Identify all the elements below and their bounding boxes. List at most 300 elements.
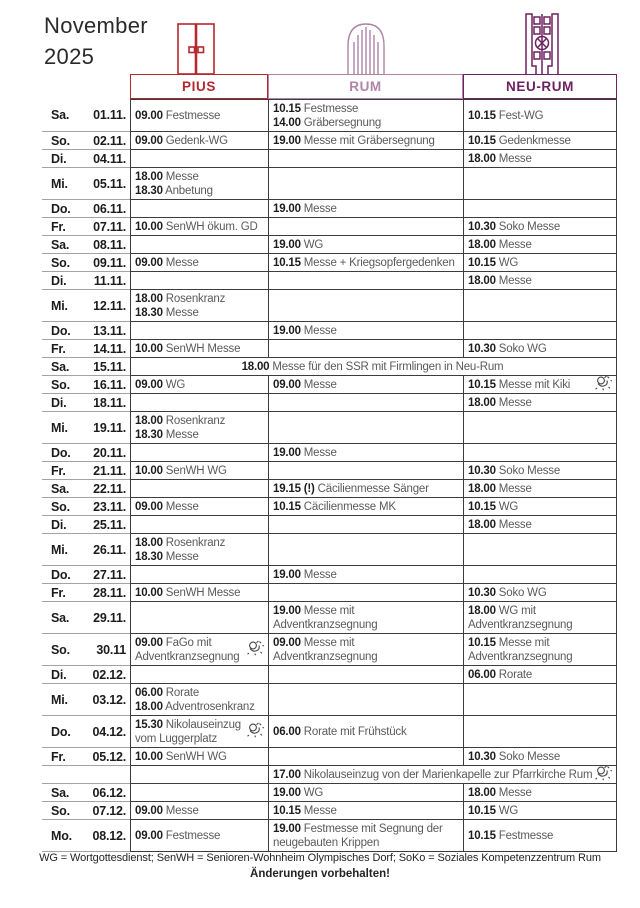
service-entry [468,238,612,252]
service-entry [135,586,264,600]
date-cell [42,412,130,444]
schedule-cell [268,340,463,358]
date-cell [42,444,130,462]
service-label: WG [300,786,324,799]
service-entry [468,256,612,270]
date-label: 04.12. [92,724,126,739]
service-time: 10.00 [135,586,163,599]
day-label: Di. [51,273,67,288]
day-label: Di. [51,151,67,166]
service-label: WG [495,500,519,513]
service-label: Messe [300,324,337,337]
day-label: Mi. [51,176,68,191]
date-label: 18.11. [93,395,126,410]
column-header-neurum: NEU-RUM [463,74,617,99]
service-entry [468,829,612,843]
service-time: 18.00 [135,414,163,427]
date-cell [42,340,130,358]
service-label: Gedenk-WG [162,134,228,147]
service-label: Messe mit Adventkranzsegnung [273,636,378,663]
schedule-table [42,74,617,852]
service-time: 18.30 [135,428,163,441]
service-time: 10.30 [468,750,496,763]
service-entry [273,500,459,514]
date-cell [42,200,130,218]
date-label: 12.11. [93,298,126,313]
service-entry [135,718,264,746]
service-entry [468,378,612,392]
service-time: 18.00 [468,518,496,531]
service-entry [468,274,612,288]
schedule-cell [130,394,268,412]
schedule-cell [268,254,463,272]
schedule-cell [463,132,617,150]
schedule-cell [268,322,463,340]
schedule-cell [130,168,268,200]
service-entry [273,134,459,148]
service-label: Messe [162,804,199,817]
date-cell [42,358,130,376]
day-label: Sa. [51,785,70,800]
service-entry [273,256,459,270]
advent-clipart-icon [246,639,265,660]
column-header-rum: RUM [268,74,463,99]
service-label: Nikolauseinzug von der Marienkapelle zur Pfarrkirche Rum [300,768,593,781]
service-time: 10.15 [468,256,496,269]
service-entry [135,829,264,843]
date-label: 08.12. [92,828,126,843]
service-time: 19.00 [273,446,301,459]
service-label: Messe [162,550,199,563]
service-entry [273,786,459,800]
service-time: 10.15 [273,500,301,513]
schedule-cell [268,462,463,480]
schedule-cell [130,322,268,340]
schedule-cell [268,566,463,584]
service-time: 10.15 [468,378,496,391]
service-entry [273,568,459,582]
day-label: Di. [51,667,67,682]
service-label: Gedenkmesse [495,134,571,147]
day-label: Sa. [51,610,70,625]
service-entry [135,292,264,306]
service-time: 10.00 [135,220,163,233]
schedule-cell [463,168,617,200]
day-label: Do. [51,567,71,582]
month-label: November [44,13,148,38]
schedule-cell [268,602,463,634]
schedule-cell [463,584,617,602]
service-time: 10.15 [468,829,496,842]
schedule-cell [130,99,268,132]
schedule-cell [463,218,617,236]
schedule-cell [463,444,617,462]
schedule-cell [268,584,463,602]
service-entry [468,152,612,166]
service-label: Soko Messe [495,220,561,233]
date-cell [42,480,130,498]
day-label: So. [51,803,70,818]
schedule-cell [130,534,268,566]
service-entry [468,220,612,234]
service-label: Messe + Kriegsopfergedenken [300,256,455,269]
service-label: FaGo mit Adventkranzsegnung [135,636,240,663]
date-cell [42,150,130,168]
service-entry [273,636,459,664]
service-entry [135,306,264,320]
day-label: Mi. [51,542,68,557]
service-time: 10.30 [468,464,496,477]
service-time: 19.00 [273,822,301,835]
service-time: 18.30 [135,306,163,319]
day-label: Mo. [51,828,72,843]
service-entry [273,604,459,632]
changes-note: Änderungen vorbehalten! [250,868,390,880]
day-label: Mi. [51,420,68,435]
service-time: 09.00 [135,804,163,817]
schedule-cell [463,516,617,534]
church-doors-icon [166,22,226,79]
service-label: Rosenkranz [162,536,226,549]
schedule-cell [268,820,463,852]
service-entry [273,804,459,818]
schedule-cell [268,272,463,290]
service-label: Messe [495,518,532,531]
day-label: Fr. [51,219,66,234]
service-time: 19.00 [273,786,301,799]
church-organ-icon [345,20,387,79]
service-entry [468,109,612,123]
church-facade-icon [518,12,566,79]
service-label: Messe mit Adventkranzsegnung [273,604,378,631]
date-label: 16.11. [93,377,126,392]
schedule-cell [130,684,268,716]
service-label: Rosenkranz [162,292,226,305]
date-label: 07.12. [92,803,126,818]
service-entry [135,109,264,123]
day-label: Sa. [51,359,70,374]
date-label: 03.12. [92,692,126,707]
schedule-cell [130,132,268,150]
service-time: 19.00 [273,604,301,617]
service-label: Messe [495,152,532,165]
schedule-cell [463,394,617,412]
nikolaus-clipart-icon [246,721,265,742]
day-label: Di. [51,395,67,410]
day-label: Fr. [51,341,66,356]
schedule-cell [463,820,617,852]
date-label: 06.11. [93,201,126,216]
schedule-cell [463,99,617,132]
day-label: Sa. [51,481,70,496]
service-label: Messe [300,202,337,215]
schedule-cell [130,766,268,784]
service-entry [273,725,459,739]
schedule-cell [130,480,268,498]
date-cell [42,498,130,516]
service-entry [135,428,264,442]
column-header-pius: PIUS [130,74,268,99]
date-label: 02.11. [93,133,126,148]
service-time: 19.15 (!) [273,482,315,495]
date-label: 22.11. [93,481,126,496]
schedule-cell [268,480,463,498]
schedule-cell [268,444,463,462]
schedule-cell [268,168,463,200]
date-label: 25.11. [93,517,126,532]
schedule-cell [130,634,268,666]
day-label: So. [51,133,70,148]
schedule-cell [268,684,463,716]
service-time: 09.00 [135,829,163,842]
service-label: Festmesse [300,102,359,115]
service-entry [273,324,459,338]
service-label: Messe [300,446,337,459]
day-label: Do. [51,724,71,739]
schedule-cell [130,784,268,802]
day-label: Mi. [51,692,68,707]
schedule-cell [130,602,268,634]
service-label: Rorate [162,686,200,699]
service-label: Festmesse mit Segnung der neugebauten Krippen [273,822,443,849]
service-entry [468,396,612,410]
service-time: 06.00 [468,668,496,681]
service-label: Nikolauseinzug vom Luggerplatz [135,718,241,745]
schedule-cell [130,666,268,684]
schedule-cell [130,584,268,602]
date-label: 06.12. [92,785,126,800]
date-cell [42,534,130,566]
service-label: Fest-WG [495,109,544,122]
schedule-cell [268,236,463,254]
service-time: 10.00 [135,342,163,355]
service-label: SenWH Messe [162,586,241,599]
service-time: 18.30 [135,184,163,197]
service-label: Messe [162,428,199,441]
date-cell [42,802,130,820]
date-label: 21.11. [93,463,126,478]
service-time: 10.15 [468,804,496,817]
schedule-cell [463,480,617,498]
service-time: 17.00 [273,768,301,781]
schedule-cell [463,666,617,684]
schedule-cell [130,462,268,480]
service-entry [135,342,264,356]
date-label: 11.11. [93,273,126,288]
day-label: Mi. [51,298,68,313]
service-entry [468,342,612,356]
service-entry [135,256,264,270]
service-label: Gräbersegnung [300,116,382,129]
service-entry [135,536,264,550]
service-label: Messe [495,238,532,251]
service-time: 10.30 [468,220,496,233]
schedule-cell [268,666,463,684]
service-entry [468,482,612,496]
schedule-cell [268,634,463,666]
service-entry [468,586,612,600]
date-cell [42,784,130,802]
service-entry [273,446,459,460]
service-time: 18.00 [468,238,496,251]
service-time: 10.15 [468,636,496,649]
service-time: 18.00 [468,274,496,287]
service-entry [468,668,612,682]
service-time: 10.15 [468,109,496,122]
schedule-cell [130,566,268,584]
service-time: 10.15 [273,804,301,817]
schedule-cell [130,218,268,236]
date-cell [42,516,130,534]
date-cell [42,254,130,272]
service-label: WG [495,804,519,817]
day-label: So. [51,255,70,270]
service-entry [273,102,459,116]
service-time: 18.30 [135,550,163,563]
schedule-cell [130,748,268,766]
schedule-cell [130,358,617,376]
date-cell [42,748,130,766]
service-label: Cäcilienmesse MK [300,500,396,513]
service-label: SenWH WG [162,750,227,763]
day-label: Fr. [51,463,66,478]
schedule-cell [268,132,463,150]
schedule-cell [463,716,617,748]
service-time: 18.00 [135,170,163,183]
service-time: 10.15 [273,256,301,269]
day-label: Fr. [51,749,66,764]
date-cell [42,684,130,716]
day-label: Do. [51,201,71,216]
service-label: SenWH WG [162,464,227,477]
date-label: 27.11. [93,567,126,582]
date-label: 30.11 [96,642,126,657]
service-time: 10.15 [468,134,496,147]
service-time: 18.00 [468,396,496,409]
service-label: WG mit Adventkranzsegnung [468,604,573,631]
service-entry [135,220,264,234]
schedule-cell [268,200,463,218]
schedule-cell [268,716,463,748]
service-entry [135,804,264,818]
service-entry [468,636,612,664]
date-cell [42,766,130,784]
date-cell [42,462,130,480]
schedule-cell [268,394,463,412]
service-entry [135,500,264,514]
service-label: Soko WG [495,342,547,355]
service-time: 14.00 [273,116,301,129]
schedule-cell [463,200,617,218]
service-entry [135,170,264,184]
service-label: Soko Messe [495,750,561,763]
service-label: Messe [495,274,532,287]
service-entry [273,822,459,850]
service-label: Rosenkranz [162,414,226,427]
service-time: 09.00 [273,636,301,649]
schedule-cell [130,340,268,358]
service-entry [468,518,612,532]
service-entry [135,134,264,148]
date-label: 05.12. [92,749,126,764]
schedule-cell [268,150,463,168]
date-cell [42,376,130,394]
date-cell [42,322,130,340]
date-cell [42,99,130,132]
service-time: 09.00 [135,109,163,122]
day-label: Di. [51,517,67,532]
nikolaus-clipart-icon [594,764,613,785]
service-entry [135,550,264,564]
day-label: So. [51,642,70,657]
service-label: Soko WG [495,586,547,599]
service-label: Adventrosenkranz [162,700,255,713]
schedule-cell [130,820,268,852]
date-label: 14.11. [93,341,126,356]
date-label: 04.11. [93,151,126,166]
service-time: 10.15 [468,500,496,513]
service-time: 19.00 [273,202,301,215]
service-entry [468,500,612,514]
service-label: WG [495,256,519,269]
day-label: So. [51,377,70,392]
service-entry [468,750,612,764]
service-label: WG [162,378,186,391]
service-time: 19.00 [273,238,301,251]
service-time: 18.00 [468,152,496,165]
day-label: Do. [51,323,71,338]
service-entry [273,116,459,130]
schedule-cell [463,150,617,168]
schedule-cell [463,272,617,290]
date-label: 07.11. [93,219,126,234]
service-entry [135,636,264,664]
schedule-cell [130,200,268,218]
date-cell [42,272,130,290]
day-label: Do. [51,445,71,460]
schedule-cell [463,602,617,634]
schedule-cell [130,802,268,820]
date-cell [42,168,130,200]
schedule-cell [130,290,268,322]
service-label: Messe [300,568,337,581]
service-entry [135,686,264,700]
schedule-cell [463,254,617,272]
schedule-cell [463,634,617,666]
date-label: 13.11. [93,323,126,338]
schedule-cell [130,376,268,394]
service-label: Messe [162,500,199,513]
service-time: 09.00 [135,256,163,269]
service-entry [273,238,459,252]
service-entry [273,202,459,216]
month-title [44,10,148,72]
service-entry [273,378,459,392]
schedule-cell [463,802,617,820]
schedule-cell [130,236,268,254]
date-cell [42,218,130,236]
date-cell [42,236,130,254]
service-time: 18.00 [468,604,496,617]
service-label: Messe mit Adventkranzsegnung [468,636,573,663]
schedule-cell [463,290,617,322]
schedule-cell [268,802,463,820]
service-time: 09.00 [135,636,163,649]
service-time: 18.00 [468,786,496,799]
footer [0,852,640,880]
schedule-cell [463,462,617,480]
service-label: Messe [162,306,199,319]
